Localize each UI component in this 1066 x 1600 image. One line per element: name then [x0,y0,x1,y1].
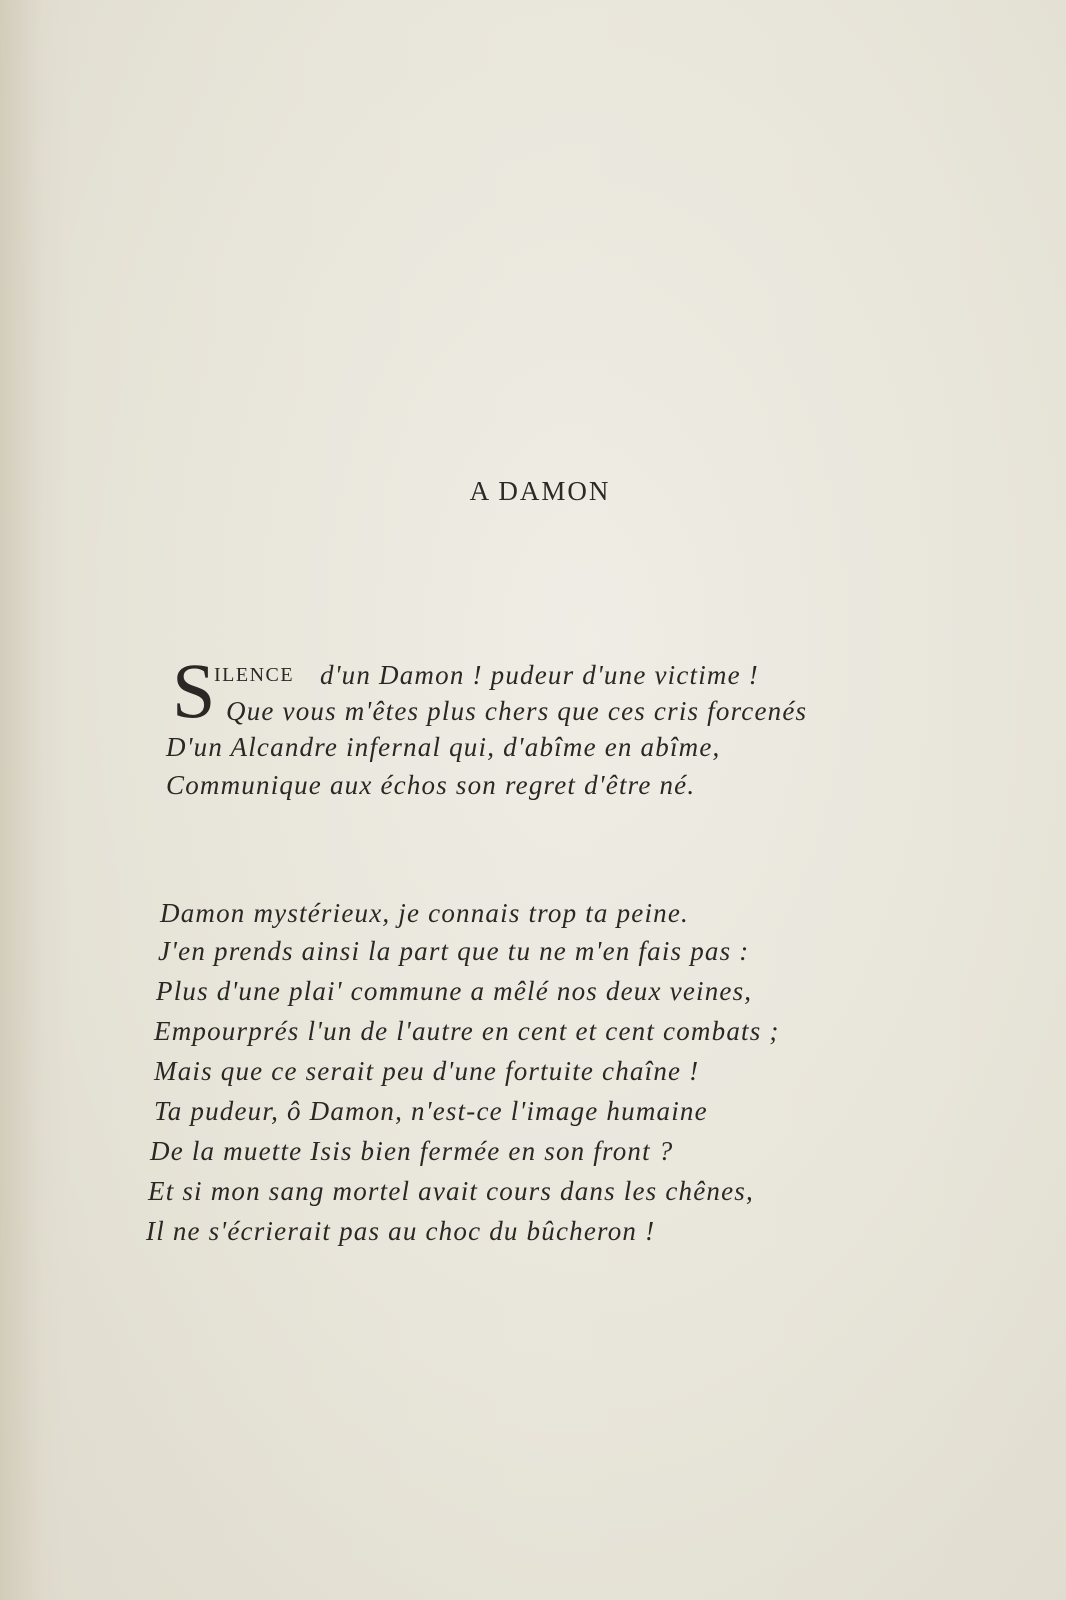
verse-line: Que vous m'êtes plus chers que ces cris forcenés [226,696,808,726]
verse-line: Et si mon sang mortel avait cours dans les chênes, [148,1176,754,1206]
drop-cap-letter: S [172,647,216,734]
poem-title: A DAMON [469,476,611,506]
verse-line: Communique aux échos son regret d'être né. [166,770,696,800]
verse-line: Il ne s'écrierait pas au choc du bûcheron ! [146,1216,656,1246]
first-word-small-caps: ILENCE [214,664,295,686]
verse-line: J'en prends ainsi la part que tu ne m'en fais pas : [158,936,750,966]
verse-line: d'un Damon ! pudeur d'une victime ! [320,660,759,690]
verse-line: De la muette Isis bien fermée en son front ? [150,1136,674,1166]
verse-line: Damon mystérieux, je connais trop ta peine. [160,898,690,928]
verse-line: Ta pudeur, ô Damon, n'est-ce l'image humaine [154,1096,708,1126]
verse-line: D'un Alcandre infernal qui, d'abîme en abîme, [166,732,721,762]
verse-line: Mais que ce serait peu d'une fortuite chaîne ! [154,1056,700,1086]
page-gutter-shadow [0,0,70,1600]
verse-line: Plus d'une plai' commune a mêlé nos deux veines, [156,976,753,1006]
verse-line: Empourprés l'un de l'autre en cent et cent combats ; [154,1016,780,1046]
